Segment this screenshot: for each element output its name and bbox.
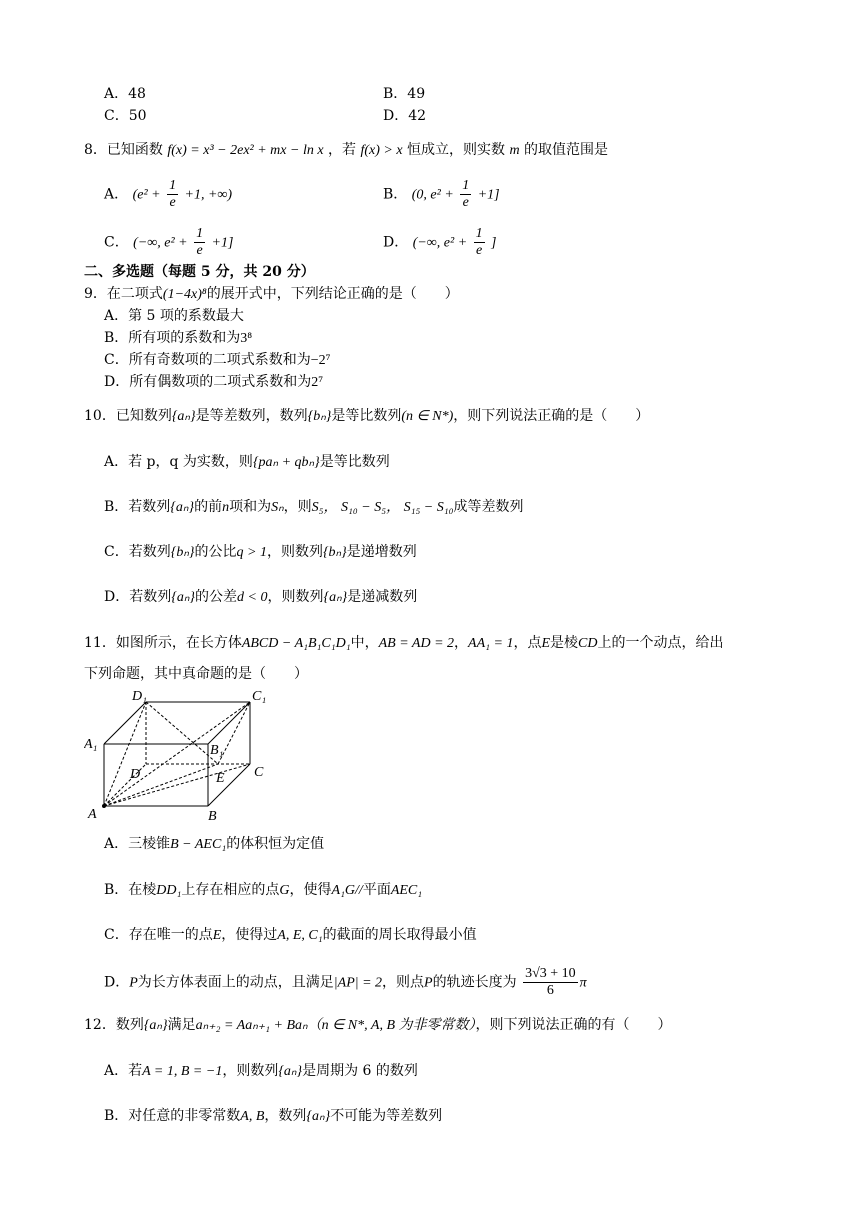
q11-option-b-g: G [279,883,290,898]
q11-option-b-expr: A₁G// [331,883,363,898]
q12-option-b-post: 不可能为等差数列 [330,1108,443,1124]
q8-condition: f(x) > x [360,143,403,158]
q9-stem [84,284,459,305]
q11-separator: ， [454,635,469,651]
q10-option-d-pre: D．若数列 [104,589,172,605]
q7-option-c: C．50 [104,108,147,124]
q10-option-a [104,452,390,473]
edge-b1c1 [208,702,250,744]
q8-option-c-post: +1] [211,235,234,251]
q8-option-c-fraction [194,226,205,259]
q11-stem-prefix: 11．如图所示，在长方体 [84,635,242,651]
q7-option-b: B．49 [383,86,426,102]
q10-option-d-cond: d < 0 [237,590,268,605]
q11-option-d-num: 3√3 + 10 [525,966,576,981]
q10-option-b-s: Sₙ [271,500,284,515]
q11-edge: CD [578,636,598,651]
q10-option-a-pre: A．若 p，q 为实数，则 [104,454,253,470]
q11-option-c-e: E [212,928,222,943]
q8-option-a-den: e [169,195,176,210]
q10-option-b-n: n [222,500,230,515]
q10-option-b-mid: 的前 [194,499,223,515]
q11-option-d-fraction [523,966,578,999]
q10-option-b-pre: B．若数列 [104,499,171,515]
q8-option-a-label: A． [104,186,129,203]
q11-option-d-p: P [129,975,138,991]
q7-option-d: D．42 [383,108,427,124]
q11-stem-suffix: 上的一个动点，给出 [597,635,724,651]
edge-bc [208,764,250,806]
q10-option-d-seq: {aₙ} [171,590,196,605]
q8-option-d [383,226,497,259]
q11-option-a-pre: A．三棱锥 [104,836,171,852]
segment-ac1 [104,702,250,806]
q10-option-a-post: 是等比数列 [319,454,390,470]
label-b1: B₁ [210,743,224,758]
q8-option-c-num: 1 [196,226,204,241]
q11-option-d-pi: π [579,975,587,991]
edge-a1d1 [104,702,146,744]
q12-stem [84,1015,672,1036]
q12-option-a [104,1061,418,1082]
point-a-dot [102,804,106,808]
q12-option-a-mid: ，则数列 [222,1063,279,1079]
q11-point-e: E [541,636,551,651]
q11-option-a-post: 的体积恒为定值 [226,836,325,852]
q11-stem-mid3: 是棱 [550,635,579,651]
segment-ac [104,764,250,806]
q10-seq-b: {bₙ} [307,409,332,424]
q8-stem-suffix: 的取值范围是 [524,142,609,158]
q8-option-d-label: D． [383,234,409,251]
q8-option-a-post: +1, +∞) [184,187,233,203]
q9-option-d [104,372,323,393]
q11-option-c-points: A, E, C₁ [277,928,323,943]
q11-option-c-mid: ，使得过 [221,927,278,943]
segment-ad1 [104,702,146,806]
q8-option-a-num: 1 [169,178,177,193]
q11-option-d [104,966,587,999]
segment-ae [104,764,218,806]
q8-option-b-pre: (0, e² + [411,187,454,203]
q11-option-d-mid: 为长方体表面上的动点，且满足 [137,974,334,991]
label-b: B [208,809,217,822]
q10-condition: (n ∈ N*) [401,409,454,424]
q11-option-b-mid2: ，使得 [289,882,332,898]
q8-option-a-fraction [167,178,178,211]
label-c: C [254,765,264,780]
q10-option-d-post: 是递减数列 [347,589,418,605]
q12-option-b-mid: ，数列 [264,1108,307,1124]
q11-condition-2: AA₁ = 1 [468,636,514,651]
label-e: E [216,771,225,786]
q11-option-d-p2: P [424,975,433,991]
q12-option-a-pre: A．若 [104,1063,143,1079]
q12-option-b [104,1106,442,1127]
q11-solid: ABCD − A₁B₁C₁D₁ [241,636,351,651]
q9-stem-suffix: 的展开式中，下列结论正确的是（ ） [206,286,459,302]
section-2-title: 二、多选题（每题 5 分，共 20 分） [84,264,315,280]
q10-stem-suffix: ，则下列说法正确的是（ ） [453,408,650,424]
q10-option-b-mid3: ，则 [283,499,312,515]
q9-option-d-value: 2⁷ [311,375,324,390]
q10-option-d-mid2: ，则数列 [267,589,324,605]
cuboid-figure [84,686,274,822]
q8-stem-mid2: 恒成立，则实数 [407,142,506,158]
label-d: D [130,767,141,782]
q11-option-b-edge: DD₁ [156,883,182,898]
q8-option-b-label: B． [383,186,408,203]
q9-option-c-value: −2⁷ [310,353,331,368]
q9-option-b [104,328,252,349]
q8-option-d-fraction [474,226,485,259]
q12-option-a-seq: {aₙ} [278,1064,303,1079]
q8-option-b-den: e [462,195,469,210]
q8-option-b-fraction [460,178,471,211]
q12-recurrence: aₙ₊₂ = Aaₙ₊₁ + Baₙ [195,1018,308,1033]
q10-option-c-mid2: ，则数列 [266,544,323,560]
q10-option-b-seq: {aₙ} [170,500,195,515]
q10-option-c-pre: C．若数列 [104,544,171,560]
q11-option-d-cond: |AP| = 2 [333,975,383,991]
q10-stem [84,406,649,427]
q8-stem-mid: ，若 [328,142,357,158]
q8-option-b-post: +1] [477,187,500,203]
q9-option-c-text: C．所有奇数项的二项式系数和为 [104,352,311,368]
q9-option-b-value: 3⁸ [240,331,253,346]
label-a: A [88,807,97,822]
q11-option-c-pre: C．存在唯一的点 [104,927,213,943]
q11-stem-line2: 下列命题，其中真命题的是（ ） [84,666,308,682]
q8-option-c-den: e [196,243,203,258]
q7-option-a: A．48 [104,86,146,102]
q10-option-c [104,542,417,563]
q8-option-c-pre: (−∞, e² + [133,235,188,251]
label-c1: C₁ [252,689,267,704]
q11-option-d-mid2: ，则点 [382,974,425,991]
q12-option-a-post: 是周期为 6 的数列 [302,1063,418,1079]
q9-option-c [104,350,331,371]
q11-option-c-post: 的截面的周长取得最小值 [322,927,477,943]
q12-option-a-cond: A = 1, B = −1 [142,1064,223,1079]
q8-function: f(x) = x³ − 2ex² + mx − ln x [167,143,324,158]
q9-expression: (1−4x)⁸ [162,287,207,302]
q8-option-d-pre: (−∞, e² + [412,235,468,251]
q10-stem-prefix: 10．已知数列 [84,408,172,424]
q10-option-c-seq: {bₙ} [170,545,195,560]
q12-condition: （n ∈ N*, A, B 为非零常数） [307,1018,476,1033]
q11-stem-mid: 中， [350,635,379,651]
q12-option-b-seq: {aₙ} [306,1109,331,1124]
q9-option-a: A．第 5 项的系数最大 [104,308,244,324]
q10-option-b [104,497,524,518]
label-a1: A₁ [84,737,98,752]
q8-stem [84,140,608,161]
q12-stem-mid: 满足 [167,1017,196,1033]
q8-option-c [104,226,233,259]
q10-option-c-mid: 的公比 [194,544,237,560]
q11-option-a [104,834,324,855]
q12-stem-suffix: ，则下列说法正确的有（ ） [475,1017,672,1033]
q8-option-d-num: 1 [475,226,483,241]
q10-option-d-mid: 的公差 [195,589,238,605]
q11-option-d-den: 6 [546,983,554,998]
q11-option-b-mid3: 平面 [362,882,391,898]
q12-stem-prefix: 12．数列 [84,1017,144,1033]
q11-option-b-pre: B．在棱 [104,882,157,898]
q8-option-d-post: ] [491,235,497,251]
q8-option-c-label: C． [104,234,129,251]
q9-option-d-text: D．所有偶数项的二项式系数和为 [104,374,312,390]
q10-option-d-seq2: {aₙ} [323,590,348,605]
q9-stem-prefix: 9．在二项式 [84,286,163,302]
q10-stem-mid: 是等差数列，数列 [195,408,308,424]
q8-option-d-den: e [475,243,483,258]
q8-option-a-pre: (e² + [132,187,161,203]
q10-option-b-post: 成等差数列 [453,499,524,515]
q9-option-b-text: B．所有项的系数和为 [104,330,241,346]
q11-condition-1: AB = AD = 2 [378,636,455,651]
q11-option-b-plane: AEC₁ [390,883,423,898]
q10-option-c-seq2: {bₙ} [322,545,347,560]
q8-option-b-num: 1 [462,178,470,193]
q11-option-d-mid3: 的轨迹长度为 [432,974,517,991]
q10-option-d [104,587,417,608]
label-d1: D₁ [132,689,147,704]
q11-option-b-mid: 上存在相应的点 [181,882,280,898]
q10-option-a-expr: {paₙ + qbₙ} [252,455,320,470]
q10-stem-mid2: 是等比数列 [331,408,402,424]
q8-option-a [104,178,232,211]
q11-option-c [104,925,477,946]
q10-option-b-terms: S₅， S₁₀ − S₅， S₁₅ − S₁₀ [311,500,454,515]
q12-option-b-pre: B．对任意的非零常数 [104,1108,241,1124]
q10-option-b-mid2: 项和为 [229,499,272,515]
q8-variable: m [509,143,520,158]
q11-option-d-pre: D． [104,974,130,991]
q11-option-a-expr: B − AEC₁ [170,837,227,852]
q10-option-c-cond: q > 1 [236,545,267,560]
q8-stem-prefix: 8．已知函数 [84,142,163,158]
q12-seq: {aₙ} [143,1018,168,1033]
q10-seq-a: {aₙ} [171,409,196,424]
q11-option-b [104,880,422,901]
q11-stem-mid2: ，点 [513,635,542,651]
q8-option-b [383,178,500,211]
q12-option-b-ab: A, B [240,1109,265,1124]
q11-stem-line1 [84,633,723,654]
q10-option-c-post: 是递增数列 [346,544,417,560]
